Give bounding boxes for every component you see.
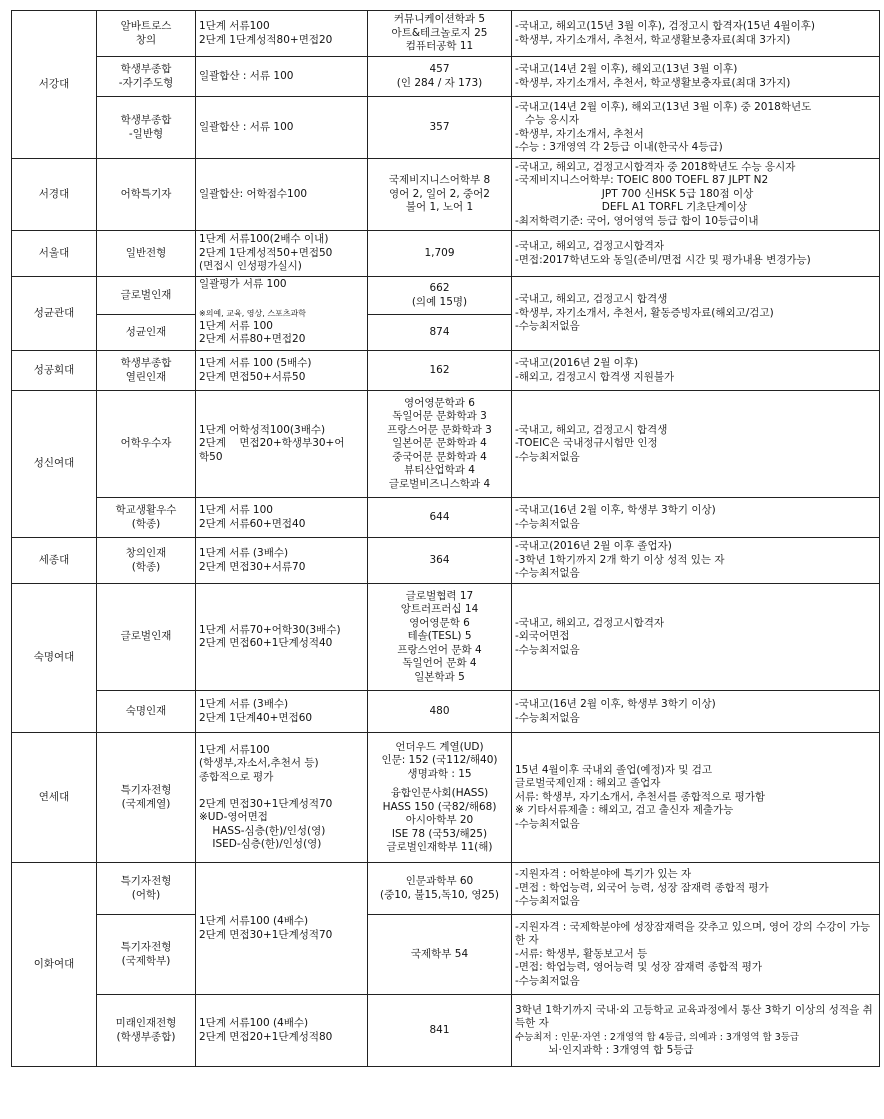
table-row [12, 351, 880, 391]
qualification: -국내고(16년 2월 이후, 학생부 3학기 이상) -수능최저없음 [512, 498, 880, 538]
admission-type: 특기자전형 (국제계열) [97, 733, 196, 863]
table-row [12, 498, 880, 538]
admission-type: 학생부종합 열린인재 [97, 351, 196, 391]
admission-type: 어학우수자 [97, 391, 196, 498]
table-row [12, 159, 880, 231]
university-name: 성신여대 [12, 391, 97, 538]
selection-method: 일괄합산 : 서류 100 [196, 97, 368, 159]
admissions-table [11, 10, 880, 1067]
selection-method: 일괄합산 : 서류 100 [196, 57, 368, 97]
quota: 1,709 [368, 231, 512, 277]
qualification: -국내고(14년 2월 이후), 해외고(13년 3월 이후) -학생부, 자기소개서, 추천서, 학교생활보충자료(최대 3가지) [512, 57, 880, 97]
quota: 영어영문학과 6 독일어문 문화학과 3 프랑스어문 문화학과 3 일본어문 문화학과 4 중국어문 문화학과 4 뷰티산업학과 4 글로벌비즈니스학과 4 [368, 391, 512, 498]
selection-method: 1단계 서류 (3배수) 2단계 면접30+서류70 [196, 538, 368, 584]
admission-type: 알바트로스 창의 [97, 11, 196, 57]
qualification: -국내고, 해외고(15년 3월 이후), 검정고시 합격자(15년 4월이후) -학생부, 자기소개서, 추천서, 학교생활보충자료(최대 3가지) [512, 11, 880, 57]
university-name: 성균관대 [12, 277, 97, 351]
quota: 480 [368, 691, 512, 733]
quota: 364 [368, 538, 512, 584]
admission-type: 학생부종합 -자기주도형 [97, 57, 196, 97]
admission-type: 학생부종합 -일반형 [97, 97, 196, 159]
quota: 457 (인 284 / 자 173) [368, 57, 512, 97]
university-name: 서경대 [12, 159, 97, 231]
quota: 인문과학부 60 (중10, 불15,독10, 영25) [368, 863, 512, 915]
qualification: 3학년 1학기까지 국내·외 고등학교 교육과정에서 통산 3학기 이상의 성적을 취득한 자 수능최저 : 인문·자연 : 2개영역 합 4등급, 의예과 : 3개영역 합 3등급 뇌·인지과학 : 3개영역 합 5등급 [512, 995, 880, 1067]
qualification: -국내고(16년 2월 이후, 학생부 3학기 이상) -수능최저없음 [512, 691, 880, 733]
selection-method: 1단계 서류 (3배수) 2단계 1단계40+면접60 [196, 691, 368, 733]
selection-method: 일괄합산: 어학점수100 [196, 159, 368, 231]
admission-type: 미래인재전형 (학생부종합) [97, 995, 196, 1067]
quota: 글로벌협력 17 앙트러프러십 14 영어영문학 6 테솔(TESL) 5 프랑스언어 문화 4 독일언어 문화 4 일본학과 5 [368, 584, 512, 691]
qualification: -국내고, 해외고, 검정고시 합격생 -TOEIC은 국내정규시험만 인정 -수능최저없음 [512, 391, 880, 498]
table-row [12, 915, 880, 995]
quota: 841 [368, 995, 512, 1067]
selection-method: 1단계 서류 100 (5배수) 2단계 면접50+서류50 [196, 351, 368, 391]
admission-type: 글로벌인재 [97, 584, 196, 691]
qualification: -국내고(14년 2월 이후), 해외고(13년 3월 이후) 중 2018학년도 수능 응시자 -학생부, 자기소개서, 추천서 -수능 : 3개영역 각 2등급 이내(한국사 4등급) [512, 97, 880, 159]
admission-type: 글로벌인재 [97, 277, 196, 315]
table-row [12, 538, 880, 584]
admission-type: 숙명인재 [97, 691, 196, 733]
table-row [12, 11, 880, 57]
quota: 커뮤니케이션학과 5 아트&테크놀로지 25 컴퓨터공학 11 [368, 11, 512, 57]
table-row [12, 995, 880, 1067]
selection-method: 1단계 서류100 (4배수) 2단계 면접20+1단계성적80 [196, 995, 368, 1067]
university-name: 연세대 [12, 733, 97, 863]
selection-method: 1단계 서류 100 2단계 서류60+면접40 [196, 498, 368, 538]
quota: 644 [368, 498, 512, 538]
selection-method: 일괄평가 서류 100 ※의예, 교육, 영상, 스포츠과학 1단계 서류 100 2단계 서류80+면접20 [196, 277, 368, 351]
admission-type: 성균인재 [97, 315, 196, 351]
admission-type: 특기자전형 (어학) [97, 863, 196, 915]
table-row [12, 391, 880, 498]
qualification: -국내고, 해외고, 검정고시합격자 -외국어면접 -수능최저없음 [512, 584, 880, 691]
table-row [12, 584, 880, 691]
table-row [12, 733, 880, 863]
university-name: 서울대 [12, 231, 97, 277]
selection-method: 1단계 서류100(2배수 이내) 2단계 1단계성적50+면접50 (면접시 인성평가실시) [196, 231, 368, 277]
selection-method: 1단계 서류70+어학30(3배수) 2단계 면접60+1단계성적40 [196, 584, 368, 691]
table-row [12, 57, 880, 97]
table-row [12, 691, 880, 733]
quota: 언더우드 계열(UD) 인문: 152 (국112/해40) 생명과학 : 15 융합인문사회(HASS) HASS 150 (국82/해68) 아시아학부 20 ISE 78 (국53/해25) 글로벌인재학부 11(해) [368, 733, 512, 863]
qualification: -국내고, 해외고, 검정고시 합격생 -학생부, 자기소개서, 추천서, 활동증빙자료(해외고/검고) -수능최저없음 [512, 277, 880, 351]
quota: 국제학부 54 [368, 915, 512, 995]
university-name: 숙명여대 [12, 584, 97, 733]
table-row [12, 231, 880, 277]
university-name: 세종대 [12, 538, 97, 584]
admission-type: 창의인재 (학종) [97, 538, 196, 584]
university-name: 이화여대 [12, 863, 97, 1067]
qualification: -지원자격 : 어학분야에 특기가 있는 자 -면접 : 학업능력, 외국어 능력, 성장 잠재력 종합적 평가 -수능최저없음 [512, 863, 880, 915]
quota: 874 [368, 315, 512, 351]
quota: 국제비지니스어학부 8 영어 2, 일어 2, 중어2 불어 1, 노어 1 [368, 159, 512, 231]
admission-type: 일반전형 [97, 231, 196, 277]
table-row [12, 97, 880, 159]
qualification: -국내고, 해외고, 검정고시합격자 -면접:2017학년도와 동일(준비/면접 시간 및 평가내용 변경가능) [512, 231, 880, 277]
admission-type: 특기자전형 (국제학부) [97, 915, 196, 995]
qualification: -국내고(2016년 2월 이후) -해외고, 검정고시 합격생 지원불가 [512, 351, 880, 391]
table-row [12, 863, 880, 915]
table-row [12, 277, 880, 315]
quota: 357 [368, 97, 512, 159]
qualification: -국내고(2016년 2월 이후 졸업자) -3학년 1학기까지 2개 학기 이상 성적 있는 자 -수능최저없음 [512, 538, 880, 584]
qualification: 15년 4월이후 국내외 졸업(예정)자 및 검고 글로벌국제인재 : 해외고 졸업자 서류: 학생부, 자기소개서, 추천서를 종합적으로 평가함 ※ 기타서류제출 : 해외고, 검고 출신자 제출가능 -수능최저없음 [512, 733, 880, 863]
admission-type: 학교생활우수 (학종) [97, 498, 196, 538]
selection-method: 1단계 서류100 2단계 1단계성적80+면접20 [196, 11, 368, 57]
quota: 162 [368, 351, 512, 391]
university-name: 성공회대 [12, 351, 97, 391]
qualification: -국내고, 해외고, 검정고시합격자 중 2018학년도 수능 응시자 -국제비지니스어학부: TOEIC 800 TOEFL 87 JLPT N2 JPT 700 신HSK 5급 180점 이상 DEFL A1 TORFL 기초단계이상 -최저학력기준: 국어, 영어영역 등급 합이 10등급이내 [512, 159, 880, 231]
qualification: -지원자격 : 국제학분야에 성장잠재력을 갖추고 있으며, 영어 강의 수강이 가능한 자 -서류: 학생부, 활동보고서 등 -면접: 학업능력, 영어능력 및 성장 잠재력 종합적 평가 -수능최저없음 [512, 915, 880, 995]
admission-type: 어학특기자 [97, 159, 196, 231]
selection-method: 1단계 어학성적100(3배수) 2단계 면접20+학생부30+어 학50 [196, 391, 368, 498]
quota: 662 (의예 15명) [368, 277, 512, 315]
university-name: 서강대 [12, 11, 97, 159]
selection-method: 1단계 서류100 (학생부,자소서,추천서 등) 종합적으로 평가 2단계 면접30+1단계성적70 ※UD-영어면접 HASS-심층(한)/인성(영) ISED-심층(한)/인성(영) [196, 733, 368, 863]
selection-method: 1단계 서류100 (4배수) 2단계 면접30+1단계성적70 [196, 863, 368, 995]
